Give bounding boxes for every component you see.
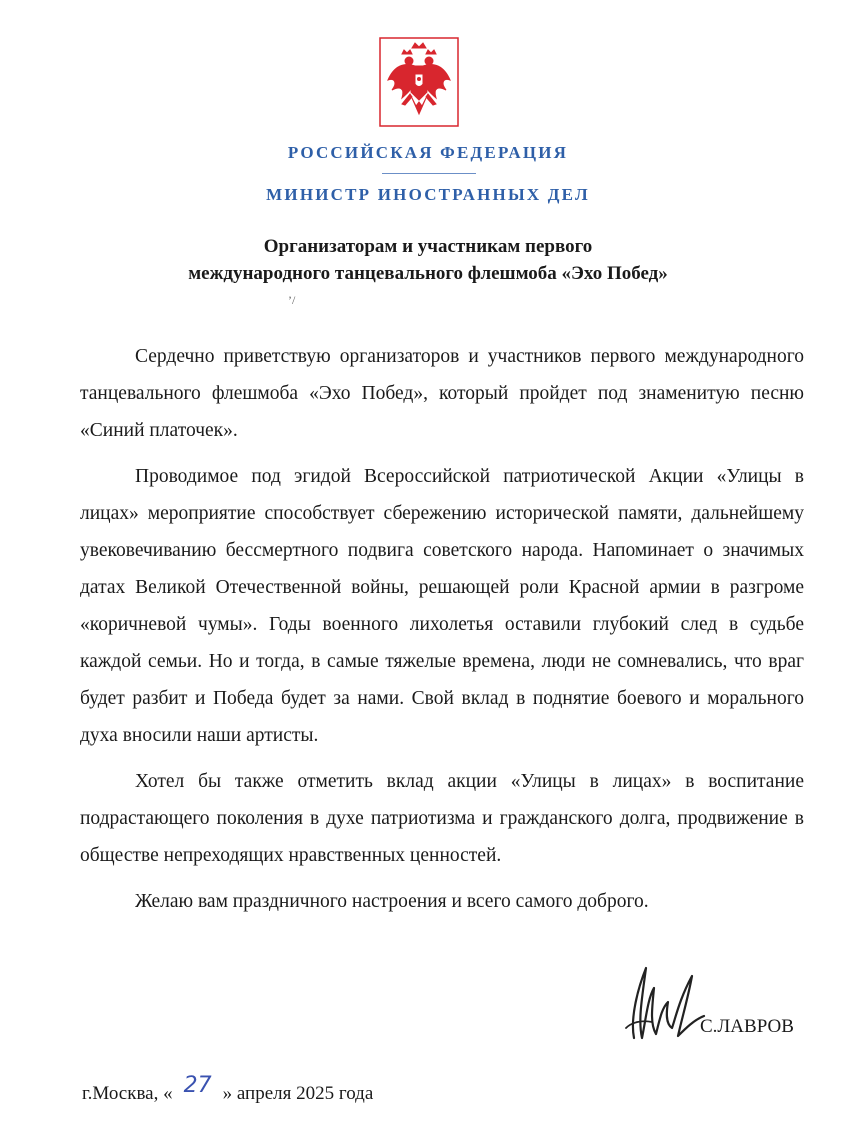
- place-and-date: [82, 1073, 374, 1105]
- coat-of-arms-icon: [378, 36, 460, 128]
- signature-icon: [612, 958, 712, 1048]
- place-date-suffix: » апреля 2025 года: [222, 1083, 374, 1104]
- place-date-prefix: г.Москва, «: [82, 1083, 173, 1104]
- paragraph: Хотел бы также отметить вклад акции «Улицы в лицах» в воспитание подрастающего поколения в духе патриотизма и гражданского долга, продвижение в обществе непреходящих нравственных ценностей.: [80, 771, 804, 866]
- signer-name: С.ЛАВРОВ: [700, 1016, 794, 1037]
- stray-mark: ’/: [288, 293, 296, 307]
- paragraph: Проводимое под эгидой Всероссийской патриотической Акции «Улицы в лицах» мероприятие способствует сбережению исторической памяти, дальнейшему увековечиванию бессмертного подвига советского народа. Напоминает о значимых датах Великой Отечественной войны, решающей роли Красной армии в разгроме «коричневой чумы». Годы военного лихолетья оставили глубокий след в судьбе каждой семьи. Но и тогда, в самые тяжелые времена, люди не сомневались, что враг будет разбит и Победа будет за нами. Свой вклад в поднятие боевого и морального духа вносили наши артисты.: [80, 466, 804, 746]
- ministry-title: МИНИСТР ИНОСТРАННЫХ ДЕЛ: [266, 185, 590, 204]
- country-title: РОССИЙСКАЯ ФЕДЕРАЦИЯ: [287, 143, 569, 162]
- addressee: [0, 233, 856, 287]
- header-divider: [382, 173, 476, 174]
- addressee-line-1: Организаторам и участникам первого: [263, 236, 593, 257]
- addressee-line-2: международного танцевального флешмоба «Эхо Побед»: [188, 263, 668, 284]
- letter-body: [80, 338, 804, 920]
- paragraph: Желаю вам праздничного настроения и всего самого доброго.: [135, 891, 649, 912]
- paragraph: Сердечно приветствую организаторов и участников первого международного танцевального флешмоба «Эхо Побед», который пройдет под знаменитую песню «Синий платочек».: [80, 346, 804, 441]
- handwritten-day: 27: [183, 1073, 212, 1098]
